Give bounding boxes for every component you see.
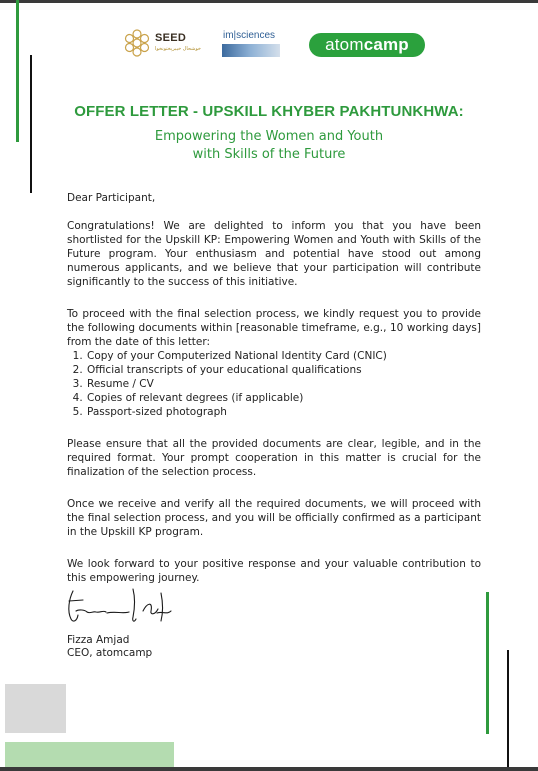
atomcamp-wordmark-light: atom — [325, 35, 364, 54]
imsciences-wordmark: im|sciences — [223, 30, 276, 41]
paragraph-documents-request: To proceed with the final selection process, we kindly request you to provide the following documents within [reasonable timeframe, e.g., 10 working days] from the date of this letter: — [67, 308, 481, 348]
list-item: 4. Copies of relevant degrees (if applicable) — [86, 391, 481, 405]
required-documents-list — [67, 349, 481, 419]
decorative-black-bar-top-left — [30, 55, 32, 193]
list-item: 3. Resume / CV — [86, 377, 481, 391]
seed-wordmark: SEED — [155, 32, 187, 44]
subtitle-line-2: with Skills of the Future — [192, 147, 346, 162]
seed-logo — [122, 26, 202, 62]
page-bottom-border — [0, 767, 538, 771]
list-item: 2. Official transcripts of your educational qualifications — [86, 363, 481, 377]
greeting: Dear Participant, — [67, 192, 156, 204]
decorative-black-bar-bottom-right — [507, 650, 509, 771]
paragraph-next-steps: Once we receive and verify all the required documents, we will proceed with the final selection process, and you will be officially confirmed as a participant in the Upskill KP program. — [67, 498, 481, 538]
atomcamp-wordmark-bold: camp — [363, 35, 409, 54]
list-item: 1. Copy of your Computerized National Identity Card (CNIC) — [86, 349, 481, 363]
paragraph-closing: We look forward to your positive response and your valuable contribution to this empowering journey. — [67, 558, 481, 584]
subtitle-line-1: Empowering the Women and Youth — [154, 129, 384, 144]
decorative-green-bar-top-left — [16, 0, 19, 142]
partner-logos — [0, 24, 538, 64]
signer-title: CEO, atomcamp — [67, 647, 153, 659]
seed-tagline: خوشحال خیبرپختونخوا — [155, 46, 202, 52]
decorative-grey-block — [5, 684, 66, 733]
paragraph-congratulations: Congratulations! We are delighted to inform you that you have been shortlisted for the Upskill KP: Empowering Women and Youth with Skills of the Future program. Your enthusiasm and potential have stood out among numerous applicants, and we believe that your participation will contribute significantly to the success of this initiative. — [67, 220, 481, 288]
paragraph-document-format: Please ensure that all the provided documents are clear, legible, and in the required format. Your prompt cooperation in this matter is crucial for the finalization of the selection process. — [67, 438, 481, 478]
signer-block — [67, 634, 152, 660]
list-item: 5. Passport-sized photograph — [86, 405, 481, 419]
letter-body — [67, 191, 481, 585]
imsciences-logo — [222, 30, 284, 60]
letter-subtitle — [0, 128, 538, 164]
handwritten-signature — [63, 581, 183, 629]
imsciences-banner-graphic — [222, 44, 280, 57]
signer-name: Fizza Amjad — [67, 634, 130, 646]
seed-mandala-icon — [122, 26, 152, 60]
atomcamp-logo — [309, 33, 425, 57]
page-top-border — [0, 0, 538, 3]
decorative-green-bar-bottom-right — [486, 592, 489, 734]
letter-title: OFFER LETTER - UPSKILL KHYBER PAKHTUNKHWA: — [74, 103, 464, 120]
